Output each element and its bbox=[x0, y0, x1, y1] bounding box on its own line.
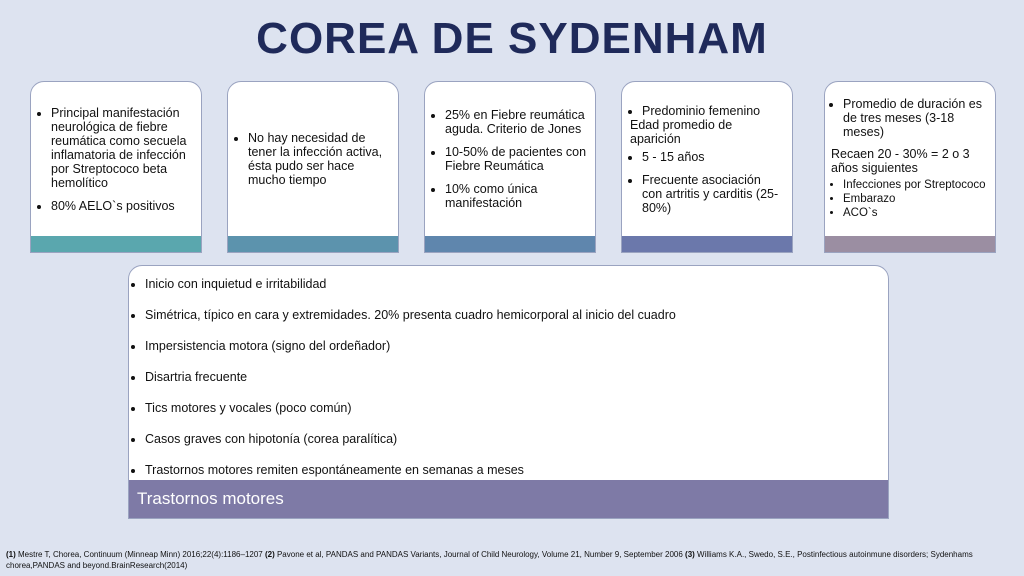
reference-text: Mestre T, Chorea, Continuum (Minneap Minn) 2016;22(4):1186–1207 bbox=[15, 550, 265, 559]
card-accent-bar bbox=[825, 236, 995, 252]
reference-number: (1) bbox=[6, 550, 16, 559]
card-list bbox=[236, 131, 390, 187]
card-accent-bar bbox=[622, 236, 792, 252]
list-item: • No hay necesidad de tener la infección activa, ésta pudo ser hace mucho tiempo bbox=[248, 131, 390, 187]
card-content bbox=[825, 82, 995, 236]
card-content bbox=[31, 82, 201, 236]
list-item: • 5 - 15 años bbox=[642, 150, 784, 164]
list-item: • Tics motores y vocales (poco común) bbox=[145, 401, 676, 416]
card-accent-bar bbox=[31, 236, 201, 252]
list-item: • Casos graves con hipotonía (corea paralítica) bbox=[145, 432, 676, 447]
list-item: • Impersistencia motora (signo del ordeñador) bbox=[145, 339, 676, 354]
card-list bbox=[630, 150, 784, 215]
card-content bbox=[228, 82, 398, 236]
reference-number: (3) bbox=[685, 550, 695, 559]
list-item: • Trastornos motores remiten espontáneamente en semanas a meses bbox=[145, 463, 676, 478]
card-text: Edad promedio de aparición bbox=[630, 117, 733, 146]
references bbox=[6, 549, 1020, 571]
info-card-infeccion bbox=[227, 81, 399, 253]
list-item: • ACO`s bbox=[843, 207, 987, 220]
list-item: • Disartria frecuente bbox=[145, 370, 676, 385]
card-list bbox=[831, 179, 987, 221]
motor-label-bar: Trastornos motores bbox=[129, 480, 888, 518]
motor-disorders-box bbox=[128, 265, 889, 519]
reference-text: Pavone et al, PANDAS and PANDAS Variants, Journal of Child Neurology, Volume 21, Number 9, September 2006 bbox=[274, 550, 686, 559]
card-list bbox=[831, 97, 987, 147]
list-item: • Promedio de duración es de tres meses (3-18 meses) bbox=[843, 97, 987, 139]
reference-text: Williams K.A., Swedo, S.E., Postinfectious autoinmune disorders; Sydenhams chorea,PANDAS and beyond.BrainResearch(2014) bbox=[6, 550, 973, 570]
info-card-duracion bbox=[824, 81, 996, 253]
list-item: • Inicio con inquietud e irritabilidad bbox=[145, 277, 676, 292]
list-item: • Embarazo bbox=[843, 193, 987, 206]
info-card-epidemiologia bbox=[424, 81, 596, 253]
list-item: • Principal manifestación neurológica de fiebre reumática como secuela inflamatoria de infección por Streptococo beta hemolítico bbox=[51, 106, 193, 190]
list-item: • Simétrica, típico en cara y extremidades. 20% presenta cuadro hemicorporal al inicio del cuadro bbox=[145, 308, 676, 323]
card-list bbox=[630, 104, 784, 118]
list-item: • 80% AELO`s positivos bbox=[51, 199, 193, 213]
card-list bbox=[39, 106, 193, 213]
card-content bbox=[425, 82, 595, 236]
reference-number: (2) bbox=[264, 550, 275, 559]
motor-list bbox=[129, 277, 676, 494]
card-content bbox=[622, 82, 792, 236]
card-accent-bar bbox=[228, 236, 398, 252]
card-accent-bar bbox=[425, 236, 595, 252]
info-card-fiebre-reumatica bbox=[30, 81, 202, 253]
card-text: Recaen 20 - 30% = 2 o 3 años siguientes bbox=[831, 147, 970, 175]
card-list bbox=[433, 108, 587, 210]
slide-title: COREA DE SYDENHAM bbox=[256, 14, 768, 63]
list-item: • Predominio femenino bbox=[642, 104, 784, 118]
list-item: • Infecciones por Streptococo bbox=[843, 179, 987, 192]
list-item: • 10% como única manifestación bbox=[445, 182, 587, 210]
list-item: • 10-50% de pacientes con Fiebre Reumática bbox=[445, 145, 587, 173]
list-item: • 25% en Fiebre reumática aguda. Criterio de Jones bbox=[445, 108, 587, 136]
list-item: • Frecuente asociación con artritis y carditis (25-80%) bbox=[642, 173, 784, 215]
info-card-demografia bbox=[621, 81, 793, 253]
